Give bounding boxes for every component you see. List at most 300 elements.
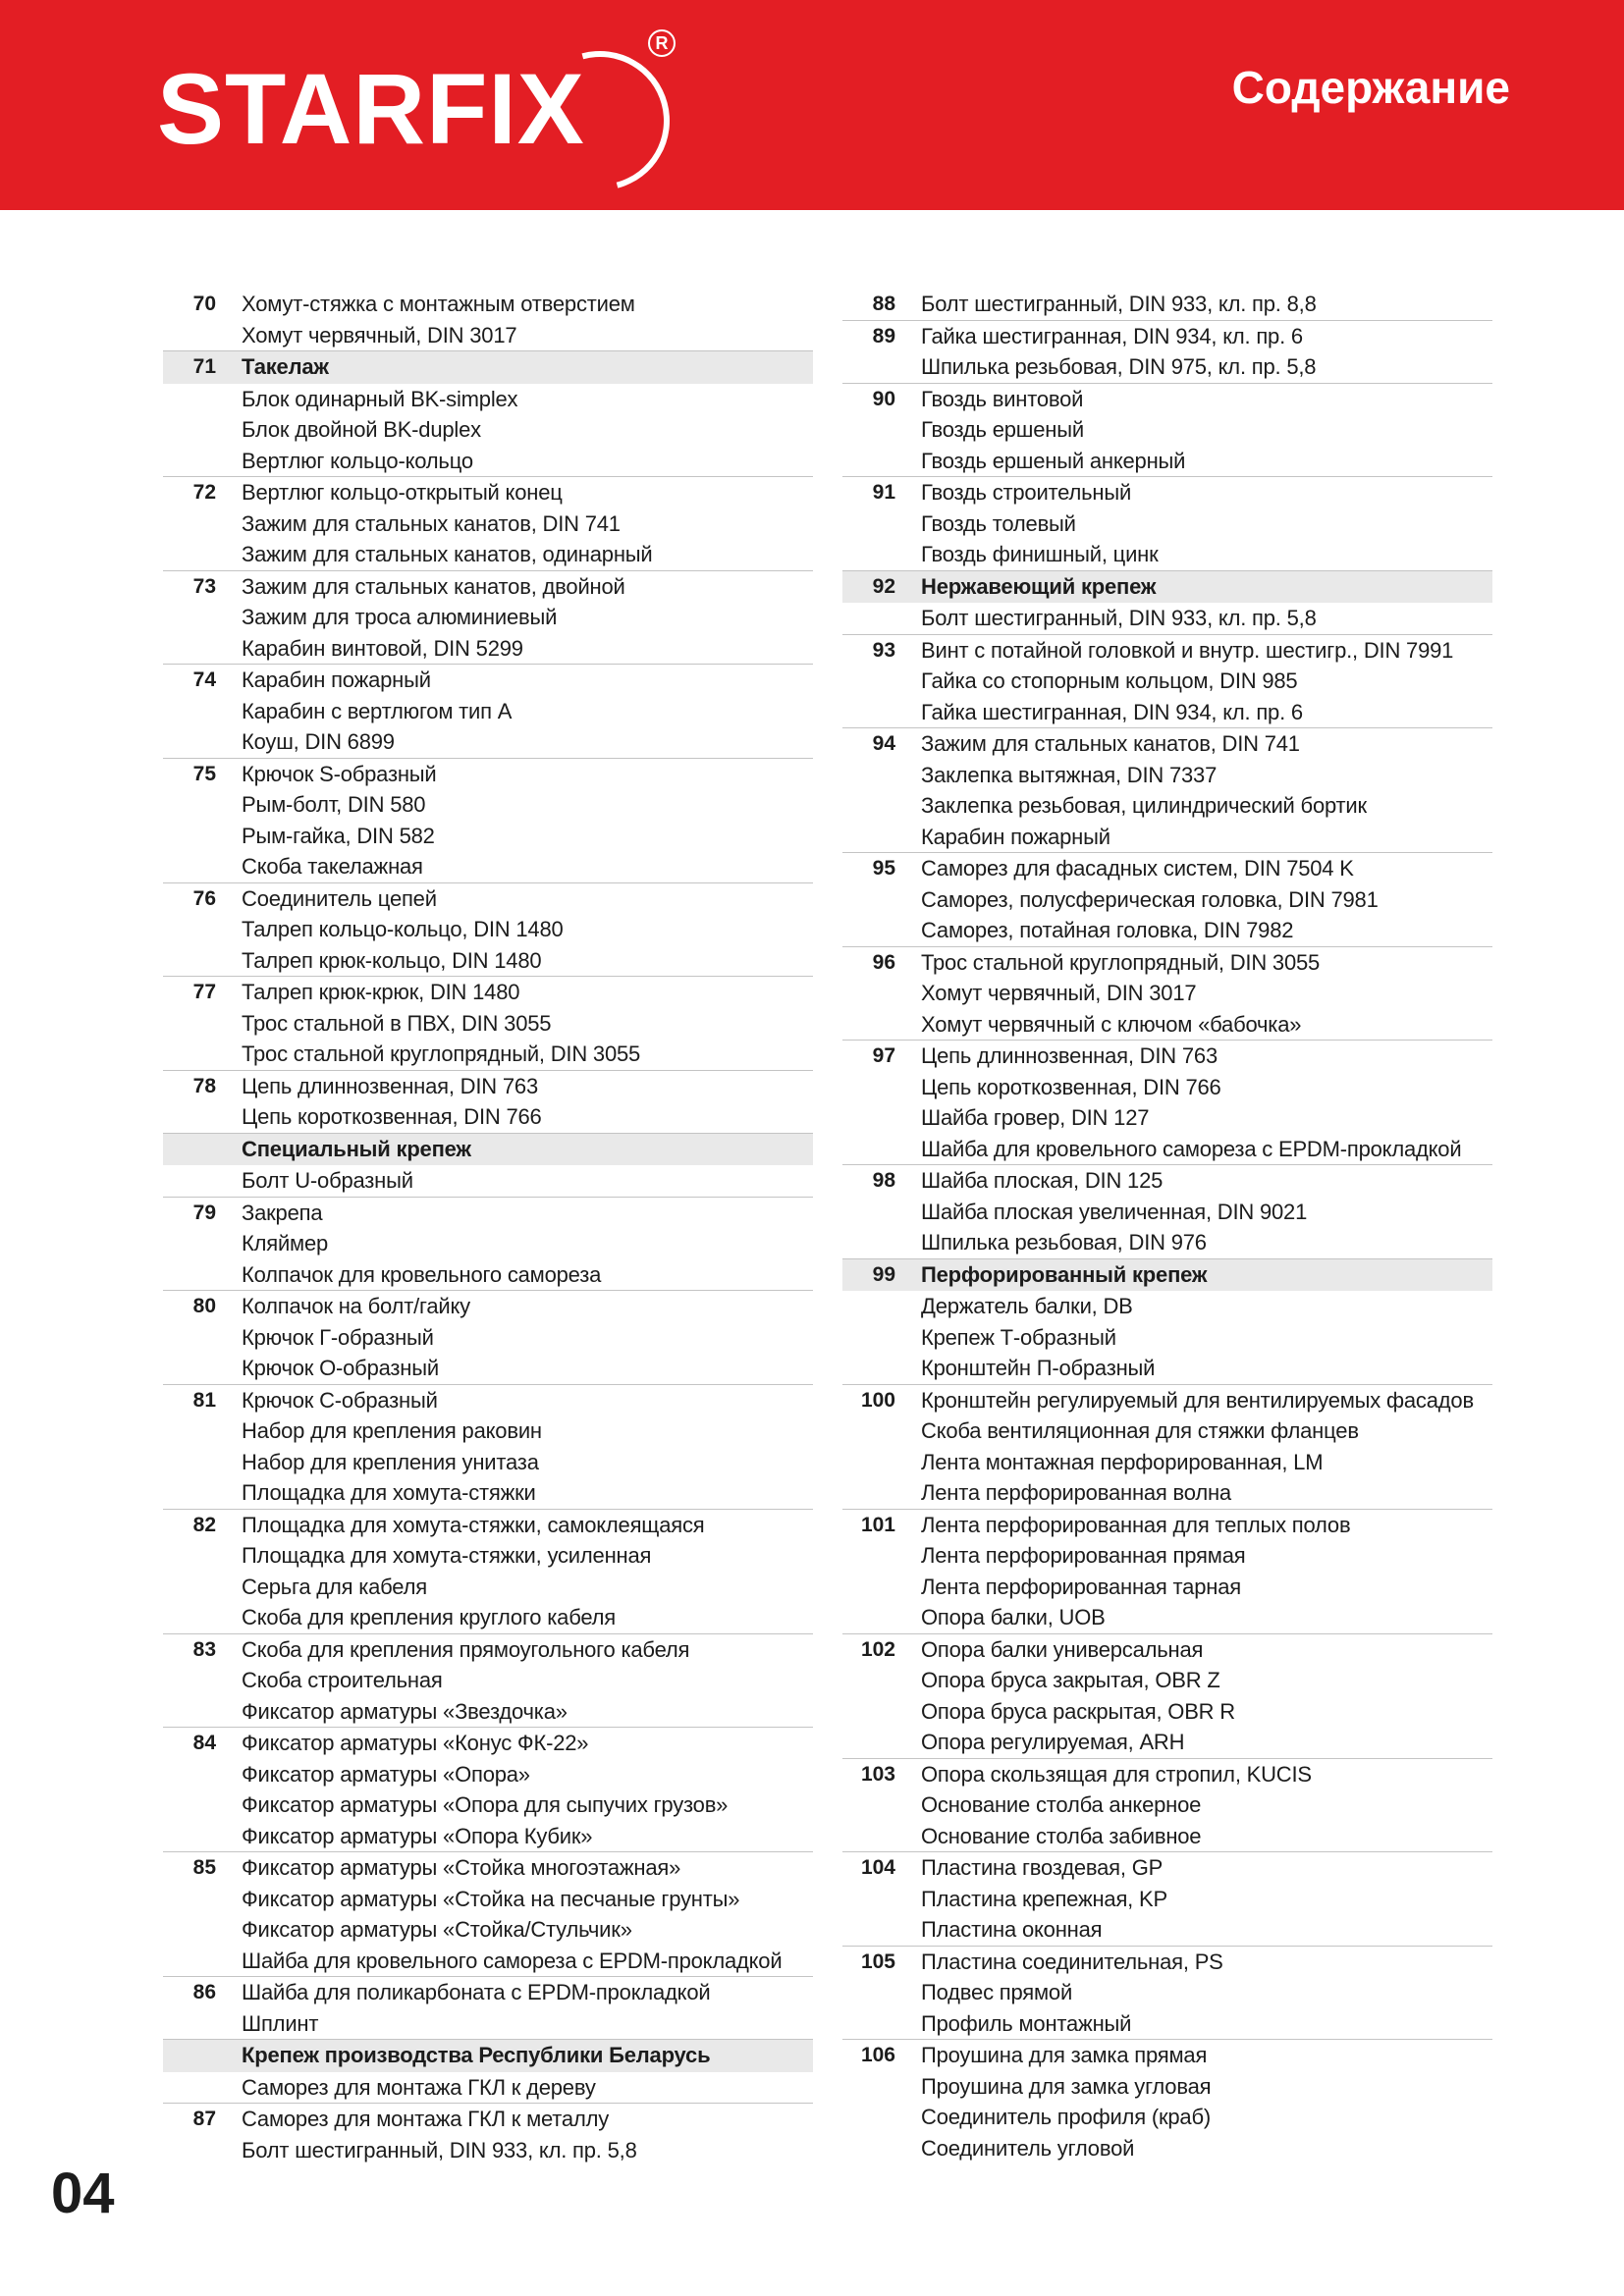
toc-entry[interactable] [163,1385,813,1416]
toc-entry[interactable] [163,1977,813,2008]
toc-entry[interactable] [163,539,813,570]
toc-page-number: 71 [192,355,216,378]
toc-page-number [163,2135,216,2166]
toc-page-number [163,1008,216,1040]
toc-page-number [842,1447,895,1478]
toc-entry[interactable] [163,665,813,696]
toc-page-number [163,1259,216,1291]
toc-page-number [842,978,895,1009]
toc-group [842,728,1492,853]
toc-entry[interactable] [842,1759,1492,1790]
toc-entry-label: Рым-болт, DIN 580 [242,792,426,817]
toc-entry[interactable] [163,1447,813,1478]
toc-page-number [163,1228,216,1259]
toc-page-number: 80 [192,1295,216,1317]
brand-logo: STARFIX [157,53,585,165]
toc-page-number [163,2040,216,2071]
toc-entry[interactable] [842,947,1492,979]
toc-page-number [163,384,216,415]
toc-entry-label: Опора бруса закрытая, OBR Z [921,1668,1220,1692]
toc-entry[interactable] [163,446,813,477]
toc-entry-label: Крючок S-образный [242,761,437,786]
toc-page-number [842,1696,895,1728]
toc-page-number [163,1353,216,1384]
toc-group [842,603,1492,635]
toc-entry[interactable] [842,446,1492,477]
toc-page-number [163,1322,216,1354]
toc-group [163,759,813,883]
toc-entry[interactable] [163,759,813,790]
toc-group [842,1385,1492,1510]
toc-group [842,2040,1492,2163]
toc-group [842,947,1492,1041]
toc-entry-label: Набор для крепления раковин [242,1418,542,1443]
toc-entry-label: Саморез для монтажа ГКЛ к дереву [242,2074,596,2100]
toc-group [163,1291,813,1385]
toc-entry-label: Крючок Г-образный [242,1324,434,1350]
toc-entry[interactable] [842,1227,1492,1258]
toc-entry-label: Серьга для кабеля [242,1574,427,1599]
toc-page-number [163,1477,216,1509]
toc-entry[interactable] [842,571,1492,603]
toc-entry[interactable] [163,1165,813,1197]
toc-entry[interactable] [163,1101,813,1133]
toc-entry[interactable] [163,1696,813,1728]
toc-entry[interactable] [842,666,1492,697]
toc-entry-label: Основание столба анкерное [921,1792,1202,1817]
toc-entry[interactable] [842,1727,1492,1758]
toc-entry[interactable] [163,1728,813,1759]
toc-entry[interactable] [842,384,1492,415]
toc-left-column [163,289,813,2165]
toc-entry-label: Фиксатор арматуры «Опора для сыпучих грузов» [242,1792,729,1817]
toc-entry[interactable] [842,2102,1492,2133]
toc-entry[interactable] [842,1572,1492,1603]
toc-group [842,1510,1492,1634]
toc-entry[interactable] [163,821,813,852]
toc-entry[interactable] [163,384,813,415]
toc-page-number [163,1789,216,1821]
toc-entry[interactable] [163,2040,813,2071]
toc-entry[interactable] [163,351,813,383]
toc-entry-label: Болт шестигранный, DIN 933, кл. пр. 8,8 [921,292,1317,316]
toc-group [842,853,1492,947]
toc-entry-label: Фиксатор арматуры «Стойка на песчаные грунты» [242,1886,740,1911]
toc-entry[interactable] [842,603,1492,634]
toc-entry[interactable] [842,1977,1492,2008]
toc-entry[interactable] [842,2071,1492,2103]
toc-group [163,1728,813,1852]
toc-entry-label: Фиксатор арматуры «Конус ФК-22» [242,1731,589,1755]
toc-heading-label: Специальный крепеж [242,1136,471,1161]
toc-entry-label: Лента перфорированная прямая [921,1543,1246,1568]
toc-group [163,1165,813,1198]
toc-group [842,1947,1492,2041]
toc-group [163,1510,813,1634]
toc-page-number [842,1727,895,1758]
toc-page-number [842,697,895,728]
toc-entry[interactable] [842,1415,1492,1447]
toc-page-number [163,2008,216,2040]
toc-group [163,1071,813,1134]
toc-entry[interactable] [163,851,813,882]
toc-entry[interactable] [842,1385,1492,1416]
toc-entry-label: Гвоздь строительный [921,480,1132,505]
toc-entry[interactable] [842,635,1492,667]
toc-entry-label: Шайба плоская увеличенная, DIN 9021 [921,1199,1308,1224]
toc-entry-label: Фиксатор арматуры «Стойка многоэтажная» [242,1855,681,1880]
toc-entry-label: Скоба такелажная [242,854,423,879]
toc-entry[interactable] [842,477,1492,508]
toc-page-number [163,1696,216,1728]
toc-group [842,1165,1492,1259]
toc-entry[interactable] [842,790,1492,822]
toc-entry[interactable] [163,1198,813,1229]
toc-entry[interactable] [842,1165,1492,1197]
toc-page-number: 98 [872,1169,895,1192]
toc-entry-label: Хомут червячный, DIN 3017 [921,981,1197,1005]
toc-entry-label: Шайба для кровельного самореза с EPDM-прокладкой [921,1136,1462,1161]
toc-entry[interactable] [163,1415,813,1447]
toc-entry[interactable] [163,1914,813,1946]
toc-page-number [163,508,216,540]
toc-entry[interactable] [842,289,1492,320]
toc-heading-label: Перфорированный крепеж [921,1261,1208,1287]
toc-group [842,289,1492,321]
toc-entry-label: Шплинт [242,2010,319,2036]
toc-entry[interactable] [163,2104,813,2135]
toc-page-number [842,1914,895,1946]
toc-entry[interactable] [163,1884,813,1915]
toc-entry[interactable] [842,1947,1492,1978]
toc-entry-label: Хомут червячный с ключом «бабочка» [921,1011,1302,1037]
toc-entry-label: Гайка шестигранная, DIN 934, кл. пр. 6 [921,323,1303,348]
toc-group [163,665,813,759]
toc-entry-label: Гвоздь винтовой [921,386,1084,411]
toc-entry-label: Талреп кольцо-кольцо, DIN 1480 [242,917,564,941]
toc-page-number [842,1789,895,1821]
toc-entry[interactable] [842,1041,1492,1072]
toc-page-number: 95 [872,857,895,880]
toc-page-number [842,603,895,634]
toc-entry-label: Болт U-образный [242,1168,413,1193]
toc-entry[interactable] [163,945,813,977]
toc-entry-label: Шайба плоская, DIN 125 [921,1168,1164,1193]
toc-page-number: 90 [872,387,895,410]
toc-entry[interactable] [163,1759,813,1790]
toc-group [163,477,813,571]
toc-entry-label: Фиксатор арматуры «Опора Кубик» [242,1823,593,1848]
toc-entry-label: Пластина гвоздевая, GP [921,1855,1164,1880]
toc-entry[interactable] [842,1510,1492,1541]
toc-entry[interactable] [163,1821,813,1852]
toc-heading-label: Крепеж производства Республики Беларусь [242,2043,711,2067]
toc-page-number: 82 [192,1513,216,1536]
toc-entry[interactable] [163,1291,813,1322]
toc-page-number: 91 [872,481,895,504]
page-number: 04 [51,2162,115,2225]
toc-page-number: 89 [872,324,895,347]
toc-entry-label: Опора балки универсальная [921,1636,1204,1662]
toc-page-number: 77 [192,981,216,1003]
toc-entry[interactable] [842,1602,1492,1633]
toc-section-heading [163,351,813,384]
toc-entry-label: Основание столба забивное [921,1823,1202,1848]
toc-entry[interactable] [842,1009,1492,1041]
toc-entry[interactable] [163,571,813,603]
toc-entry-label: Шайба для поликарбоната с EPDM-прокладкой [242,1980,711,2004]
toc-entry[interactable] [842,978,1492,1009]
toc-entry-label: Трос стальной круглопрядный, DIN 3055 [242,1041,641,1066]
toc-entry[interactable] [163,633,813,665]
toc-entry[interactable] [163,1602,813,1633]
toc-group [842,1634,1492,1759]
toc-entry[interactable] [163,1353,813,1384]
toc-entry-label: Шпилька резьбовая, DIN 975, кл. пр. 5,8 [921,354,1317,379]
toc-entry-label: Колпачок для кровельного самореза [242,1261,602,1287]
toc-entry[interactable] [842,1914,1492,1946]
toc-group [163,571,813,666]
toc-page-number: 76 [192,886,216,910]
toc-group [842,1291,1492,1385]
toc-entry[interactable] [163,1071,813,1102]
toc-entry[interactable] [163,1789,813,1821]
toc-entry[interactable] [842,697,1492,728]
toc-page-number [163,602,216,633]
toc-entry-label: Соединитель угловой [921,2135,1135,2161]
toc-entry[interactable] [842,1291,1492,1322]
toc-entry[interactable] [163,1039,813,1070]
toc-entry-label: Болт шестигранный, DIN 933, кл. пр. 5,8 [921,606,1317,630]
toc-entry[interactable] [163,789,813,821]
toc-group [842,384,1492,478]
toc-page-number [842,508,895,540]
toc-page-number [842,1602,895,1633]
toc-entry-label: Гайка со стопорным кольцом, DIN 985 [921,668,1298,693]
toc-entry-label: Болт шестигранный, DIN 933, кл. пр. 5,8 [242,2137,637,2163]
toc-page-number: 103 [860,1762,895,1786]
toc-entry[interactable] [163,726,813,758]
toc-group [163,1198,813,1292]
toc-entry[interactable] [842,1821,1492,1852]
toc-group [163,2104,813,2165]
toc-entry-label: Колпачок на болт/гайку [242,1294,470,1318]
toc-entry-label: Пластина соединительная, PS [921,1949,1223,1974]
toc-page-number [842,1134,895,1165]
toc-entry-label: Зажим для стальных канатов, DIN 741 [921,731,1300,756]
toc-entry[interactable] [163,602,813,633]
toc-entry-label: Вертлюг кольцо-открытый конец [242,480,563,505]
toc-entry[interactable] [163,696,813,727]
toc-entry-label: Винт с потайной головкой и внутр. шестигр., DIN 7991 [921,637,1454,663]
toc-entry-label: Опора регулируемая, ARH [921,1730,1185,1754]
toc-entry-label: Закрепа [242,1200,323,1225]
toc-entry[interactable] [163,1322,813,1354]
toc-entry[interactable] [842,1353,1492,1384]
toc-page-number [163,1572,216,1603]
toc-heading-label: Такелаж [242,354,329,379]
toc-entry[interactable] [842,1540,1492,1572]
toc-page-number [163,1602,216,1633]
toc-entry-label: Гвоздь ершеный анкерный [921,448,1186,473]
toc-entry[interactable] [163,414,813,446]
toc-entry[interactable] [842,1197,1492,1228]
toc-page-number [842,822,895,853]
toc-entry[interactable] [842,1884,1492,1915]
toc-entry-label: Крючок О-образный [242,1356,439,1380]
toc-entry[interactable] [842,351,1492,383]
toc-section-heading [163,2040,813,2072]
toc-entry[interactable] [842,1322,1492,1354]
toc-entry-label: Саморез для монтажа ГКЛ к металлу [242,2107,610,2131]
toc-entry[interactable] [842,508,1492,540]
toc-entry-label: Гайка шестигранная, DIN 934, кл. пр. 6 [921,699,1303,724]
toc-page-number [842,1415,895,1447]
toc-right-column [842,289,1492,2163]
page-title: Содержание [1231,62,1510,113]
toc-page-number [842,2071,895,2103]
toc-entry[interactable] [163,1510,813,1541]
toc-entry[interactable] [163,1008,813,1040]
toc-entry[interactable] [163,977,813,1008]
toc-entry-label: Шпилька резьбовая, DIN 976 [921,1230,1207,1255]
toc-page-number: 74 [192,668,216,691]
toc-page-number [842,666,895,697]
toc-entry[interactable] [842,1696,1492,1728]
toc-entry-label: Цепь короткозвенная, DIN 766 [242,1104,542,1129]
toc-entry[interactable] [842,321,1492,352]
toc-entry[interactable] [163,508,813,540]
toc-page-number [842,1009,895,1041]
toc-entry[interactable] [842,760,1492,791]
toc-entry-label: Саморез для фасадных систем, DIN 7504 K [921,856,1354,881]
toc-entry[interactable] [842,539,1492,570]
toc-entry[interactable] [842,853,1492,884]
toc-entry[interactable] [163,1946,813,1977]
toc-entry[interactable] [842,822,1492,853]
toc-entry-label: Зажим для стальных канатов, одинарный [242,542,653,566]
toc-entry[interactable] [842,1259,1492,1291]
toc-group [842,635,1492,729]
toc-page-number [163,1415,216,1447]
toc-entry[interactable] [163,1134,813,1165]
toc-page-number: 85 [192,1856,216,1879]
toc-entry-label: Скоба строительная [242,1668,443,1692]
toc-entry-label: Гвоздь ершеный [921,417,1084,442]
toc-page-number [842,790,895,822]
toc-section-heading [842,571,1492,604]
toc-section-heading [842,1259,1492,1292]
toc-entry[interactable] [842,2008,1492,2040]
toc-entry-label: Подвес прямой [921,1980,1073,2004]
toc-page-number: 84 [192,1732,216,1754]
toc-page-number [163,1039,216,1070]
toc-entry[interactable] [842,2133,1492,2164]
toc-entry-label: Площадка для хомута-стяжки, усиленная [242,1543,652,1568]
toc-entry-label: Держатель балки, DB [921,1294,1133,1318]
toc-entry[interactable] [842,1665,1492,1696]
toc-entry[interactable] [842,2040,1492,2071]
toc-page-number: 81 [192,1388,216,1412]
toc-page-number: 100 [860,1388,895,1412]
toc-entry[interactable] [842,1852,1492,1884]
toc-entry[interactable] [163,477,813,508]
toc-entry[interactable] [163,2008,813,2040]
toc-entry[interactable] [163,1634,813,1666]
toc-page-number [163,633,216,665]
toc-entry[interactable] [842,1789,1492,1821]
toc-entry[interactable] [842,915,1492,946]
toc-page-number [842,446,895,477]
toc-page-number: 94 [872,732,895,755]
header-banner [0,0,1624,210]
toc-entry-label: Опора бруса раскрытая, OBR R [921,1698,1235,1724]
toc-page-number: 88 [872,293,895,315]
toc-entry-label: Кронштейн П-образный [921,1356,1156,1380]
toc-entry-label: Фиксатор арматуры «Стойка/Стульчик» [242,1917,632,1942]
toc-page-number [163,914,216,945]
toc-group [163,384,813,478]
toc-page-number [842,1227,895,1258]
toc-entry[interactable] [842,1134,1492,1165]
toc-page-number [842,539,895,570]
toc-entry[interactable] [163,320,813,351]
toc-page-number: 87 [192,2108,216,2130]
toc-entry[interactable] [842,884,1492,916]
toc-entry[interactable] [842,1072,1492,1103]
toc-entry-label: Рым-гайка, DIN 582 [242,823,435,848]
toc-group [842,477,1492,571]
toc-page-number [163,696,216,727]
toc-entry[interactable] [842,1447,1492,1478]
toc-entry-label: Набор для крепления унитаза [242,1449,539,1474]
toc-entry-label: Талреп крюк-крюк, DIN 1480 [242,980,520,1004]
toc-page-number [842,1197,895,1228]
toc-entry[interactable] [163,289,813,320]
toc-entry[interactable] [163,1259,813,1291]
toc-group [163,1852,813,1977]
toc-entry-label: Крепеж Т-образный [921,1324,1116,1350]
toc-page-number: 79 [192,1201,216,1224]
toc-entry-label: Хомут-стяжка с монтажным отверстием [242,292,635,316]
toc-heading-label: Нержавеющий крепеж [921,573,1157,599]
toc-section-heading [163,1134,813,1166]
toc-page-number [163,726,216,758]
toc-entry[interactable] [842,1634,1492,1666]
toc-entry-label: Зажим для стальных канатов, DIN 741 [242,510,621,536]
toc-entry[interactable] [163,1540,813,1572]
toc-entry[interactable] [842,414,1492,446]
toc-entry[interactable] [163,1665,813,1696]
toc-entry[interactable] [163,883,813,915]
toc-entry[interactable] [842,1477,1492,1509]
toc-entry[interactable] [163,2135,813,2166]
toc-page-number: 102 [860,1637,895,1661]
toc-page-number [163,446,216,477]
toc-entry-label: Зажим для стальных канатов, двойной [242,573,625,599]
toc-page-number: 97 [872,1044,895,1067]
toc-entry[interactable] [163,1228,813,1259]
toc-entry[interactable] [163,914,813,945]
toc-entry[interactable] [163,1852,813,1884]
toc-entry[interactable] [842,728,1492,760]
toc-entry[interactable] [163,1477,813,1509]
toc-page-number: 73 [192,574,216,598]
toc-entry[interactable] [163,2072,813,2104]
toc-entry[interactable] [163,1572,813,1603]
toc-entry[interactable] [842,1102,1492,1134]
toc-entry-label: Опора скользящая для стропил, KUCIS [921,1761,1312,1787]
